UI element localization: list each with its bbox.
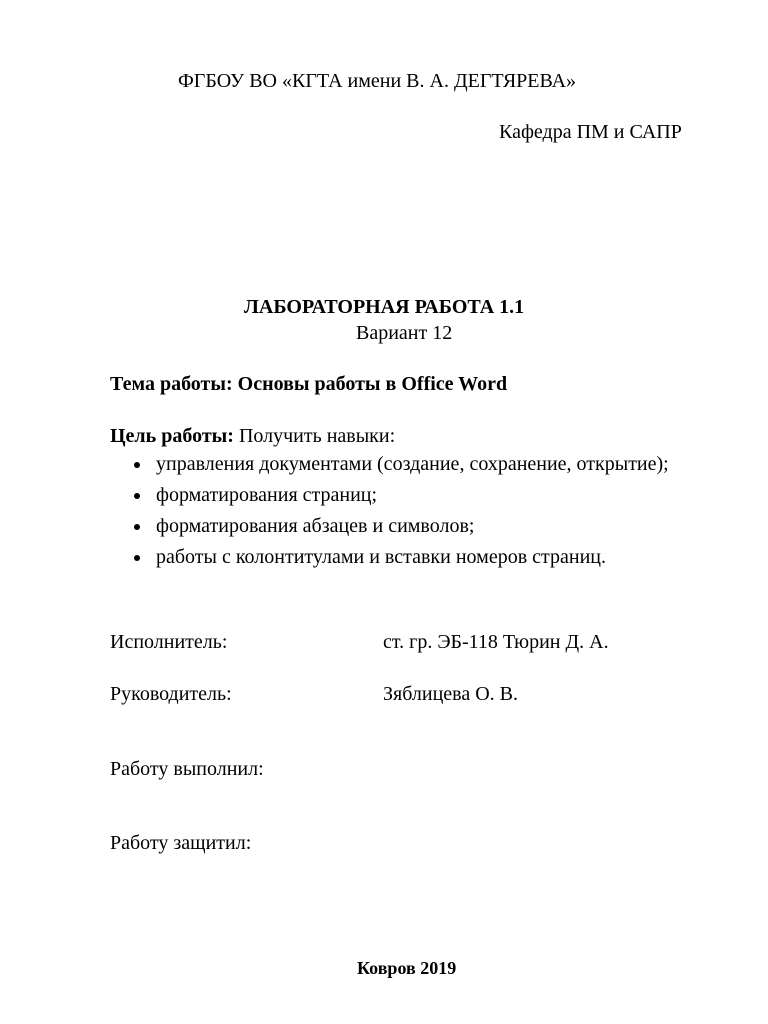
goal-item-text: форматирования страниц; (156, 484, 378, 506)
list-item (110, 513, 710, 539)
supervisor-label: Руководитель: (110, 683, 232, 705)
executor-label: Исполнитель: (110, 631, 228, 653)
goal-item-text: управления документами (создание, сохранение, открытие); (156, 453, 669, 475)
goal-item-text: форматирования абзацев и символов; (156, 515, 475, 537)
defended-by-label: Работу защитил: (110, 832, 252, 854)
executor-value: ст. гр. ЭБ-118 Тюрин Д. А. (383, 631, 609, 653)
institution-name: ФГБОУ ВО «КГТА имени В. А. ДЕГТЯРЕВА» (178, 70, 577, 92)
goal-line (110, 425, 395, 448)
list-item (110, 544, 710, 570)
bullet-icon (134, 462, 140, 468)
lab-title: ЛАБОРАТОРНАЯ РАБОТА 1.1 (244, 296, 525, 318)
goal-label: Цель работы: (110, 425, 234, 447)
supervisor-value: Зяблицева О. В. (383, 683, 518, 705)
goal-intro: Получить навыки: (238, 425, 396, 447)
goal-list (110, 451, 710, 575)
completed-by-label: Работу выполнил: (110, 758, 264, 780)
city-year-footer: Ковров 2019 (357, 958, 457, 978)
topic-value: Основы работы в Office Word (237, 373, 508, 395)
department-name: Кафедра ПМ и САПР (499, 121, 682, 143)
bullet-icon (134, 524, 140, 530)
list-item (110, 451, 710, 477)
topic-line (110, 373, 507, 396)
bullet-icon (134, 493, 140, 499)
variant-label: Вариант 12 (356, 322, 453, 344)
goal-item-text: работы с колонтитулами и вставки номеров страниц. (156, 546, 606, 568)
bullet-icon (134, 555, 140, 561)
topic-label: Тема работы: (110, 373, 233, 395)
list-item (110, 482, 710, 508)
